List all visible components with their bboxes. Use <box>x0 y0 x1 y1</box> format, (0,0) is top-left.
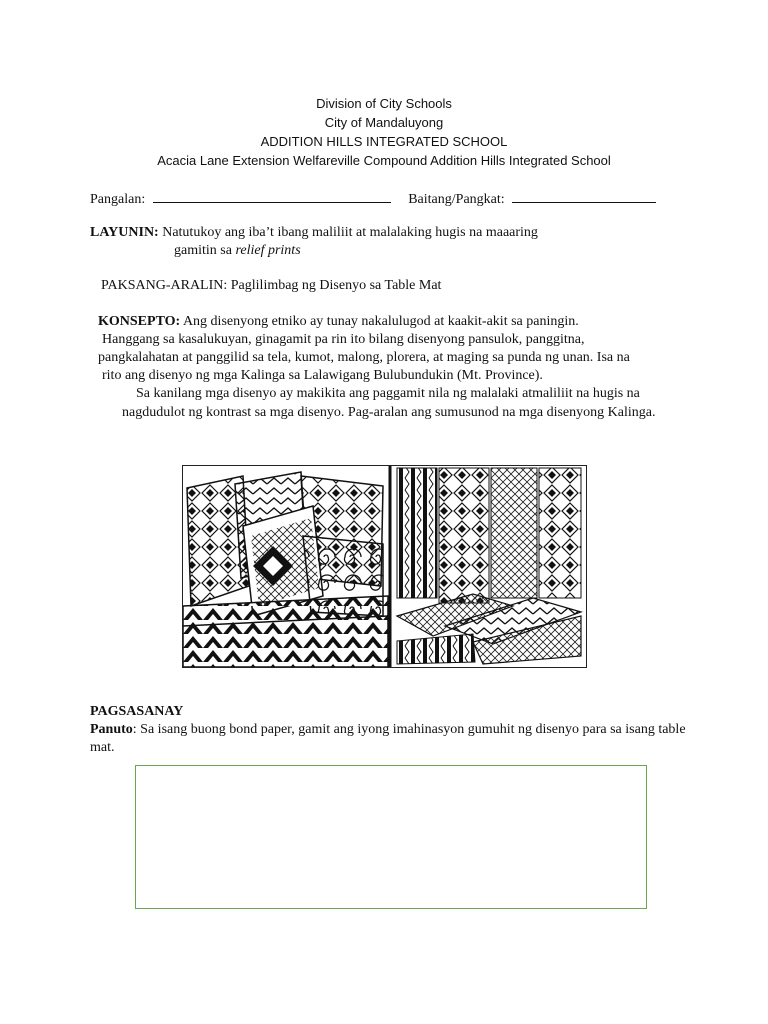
panuto-label: Panuto <box>90 722 133 737</box>
konsepto-label: KONSEPTO: <box>98 314 181 329</box>
konsepto-line-5: Sa kanilang mga disenyo ay makikita ang paggamit nila ng malalaki atmaliliit na hugis na <box>136 386 640 401</box>
konsepto-section <box>98 313 678 423</box>
name-blank-line[interactable] <box>153 188 391 203</box>
layunin-label: LAYUNIN: <box>90 225 159 240</box>
layunin-text-cont: gamitin sa <box>174 243 236 258</box>
konsepto-line-1: Ang disenyong etniko ay tunay nakalulugod at kaakit-akit sa paningin. <box>182 314 579 329</box>
right-textiles-panel <box>393 466 586 667</box>
layunin-relief-prints: relief prints <box>235 243 301 258</box>
header-division: Division of City Schools <box>316 96 452 111</box>
grade-blank-line[interactable] <box>512 188 656 203</box>
pagsasanay-section <box>90 703 690 757</box>
grade-label: Baitang/Pangkat: <box>408 192 505 207</box>
layunin-text: Natutukoy ang iba’t ibang maliliit at malalaking hugis na maaaring <box>162 225 538 240</box>
header-city: City of Mandaluyong <box>324 115 444 130</box>
student-info-row <box>90 188 690 209</box>
name-label: Pangalan: <box>90 192 146 207</box>
header-school-name: ADDITION HILLS INTEGRATED SCHOOL <box>260 134 508 149</box>
kalinga-designs-figure <box>182 465 587 668</box>
header-address: Acacia Lane Extension Welfareville Compound Addition Hills Integrated School <box>157 153 611 168</box>
paksang-aralin: PAKSANG-ARALIN: Paglilimbag ng Disenyo sa Table Mat <box>101 278 442 293</box>
pagsasanay-title: PAGSASANAY <box>90 704 184 719</box>
left-cloth-panel <box>183 466 388 667</box>
konsepto-line-4: rito ang disenyo ng mga Kalinga sa Lalawigang Bulubundukin (Mt. Province). <box>102 368 543 383</box>
konsepto-line-2: Hanggang sa kasalukuyan, ginagamit pa rin ito bilang disenyong pansulok, panggitna, <box>102 332 585 347</box>
school-header <box>0 94 768 170</box>
panuto-text: : Sa isang buong bond paper, gamit ang iyong imahinasyon gumuhit ng disenyo para sa isang table mat. <box>90 722 686 755</box>
layunin-section <box>90 224 690 260</box>
drawing-answer-box[interactable] <box>135 765 647 909</box>
konsepto-line-3: pangkalahatan at panggilid sa tela, kumot, malong, plorera, at maging sa punda ng unan. Isa na <box>98 350 630 365</box>
konsepto-line-6: nagdudulot ng kontrast sa mga disenyo. Pag-aralan ang sumusunod na mga disenyong Kalinga. <box>122 405 656 420</box>
